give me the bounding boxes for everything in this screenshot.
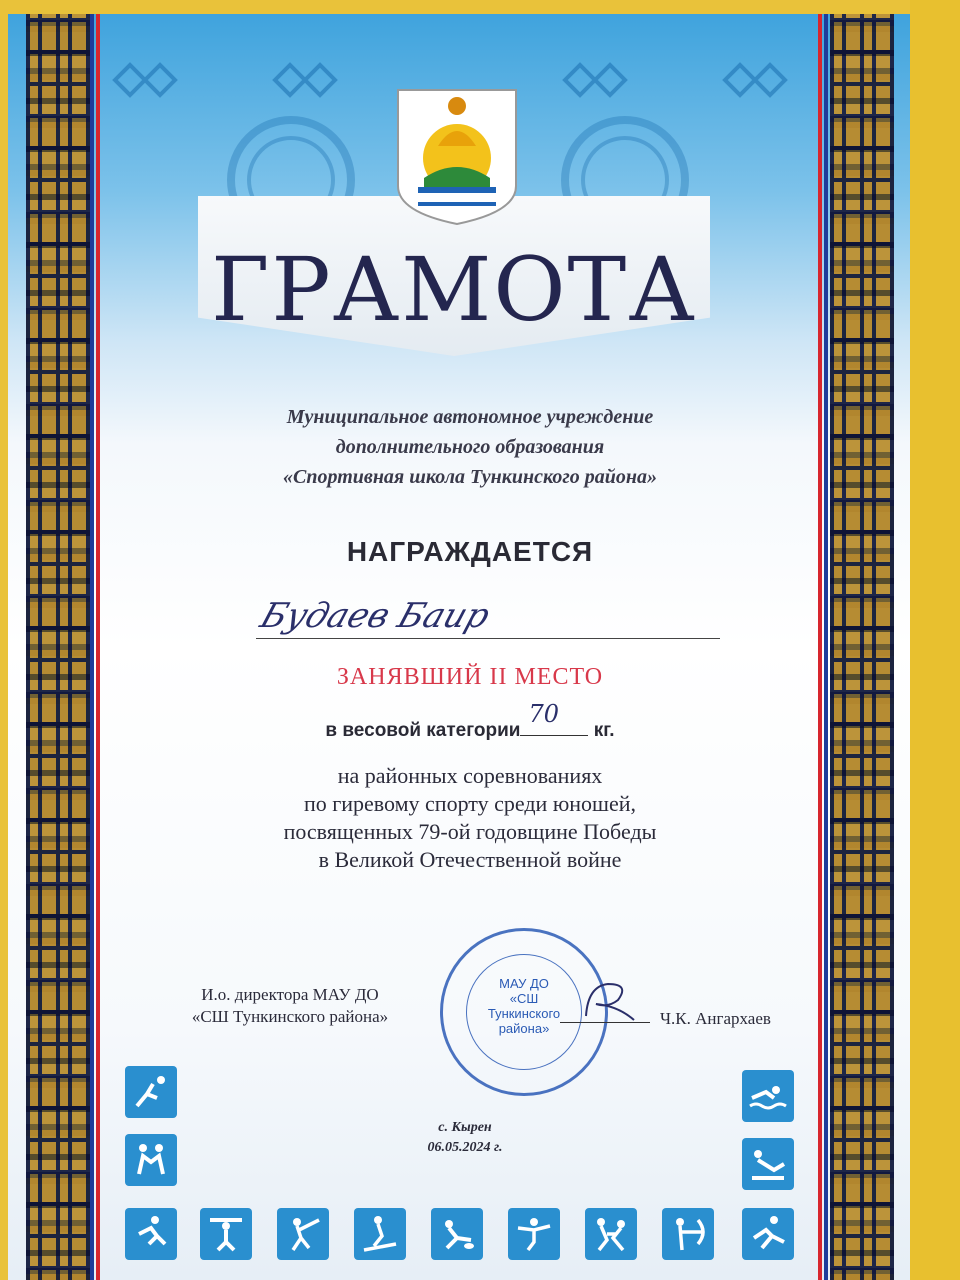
recipient-name-line <box>256 638 720 639</box>
place-and-date <box>400 1118 530 1158</box>
signer-title <box>170 984 410 1028</box>
issue-date: 06.05.2024 г. <box>427 1140 503 1155</box>
description-line: посвященных 79-ой годовщине Победы <box>283 819 657 844</box>
endless-knot-ornament <box>720 60 790 100</box>
right-blue-stripe <box>824 14 828 1280</box>
certificate-title: ГРАМОТА <box>211 238 697 341</box>
competition-description <box>120 762 820 874</box>
sprint-icon <box>742 1208 794 1260</box>
stamp-text-line: района» <box>498 1021 550 1036</box>
description-line: по гиревому спорту среди юношей, <box>303 791 637 816</box>
gymnastics-icon <box>742 1138 794 1190</box>
signature-line <box>560 1022 650 1023</box>
organization-line: «Спортивная школа Тункинского района» <box>283 466 657 488</box>
signer-title-line: «СШ Тункинского района» <box>191 1007 389 1026</box>
description-line: на районных соревнованиях <box>337 763 603 788</box>
weightlifting-icon <box>200 1208 252 1260</box>
location: с. Кырен <box>438 1120 492 1135</box>
left-ornament-border <box>26 14 90 1280</box>
endless-knot-ornament <box>560 60 630 100</box>
figure-skating-icon <box>508 1208 560 1260</box>
stamp-text-line: МАУ ДО <box>499 976 549 991</box>
wrestling-icon <box>125 1134 177 1186</box>
signer-title-line: И.о. директора МАУ ДО <box>201 985 379 1004</box>
stamp-text <box>474 976 574 1036</box>
volleyball-icon <box>125 1066 177 1118</box>
description-line: в Великой Отечественной войне <box>318 847 622 872</box>
left-red-stripe <box>96 14 100 1280</box>
background-edge <box>910 0 960 1280</box>
swimming-icon <box>742 1070 794 1122</box>
endless-knot-ornament <box>270 60 340 100</box>
organization-line: Муниципальное автономное учреждение <box>286 406 654 428</box>
weight-blank <box>520 700 588 736</box>
endless-knot-ornament <box>110 60 180 100</box>
running-icon <box>125 1208 177 1260</box>
left-blue-stripe <box>90 14 94 1280</box>
skiing-icon <box>354 1208 406 1260</box>
organization-line: дополнительного образования <box>335 436 605 458</box>
signature-scrawl <box>578 976 638 1026</box>
weight-value-handwritten: 70 <box>528 700 560 728</box>
archery-icon <box>662 1208 714 1260</box>
weight-prefix: в весовой категории <box>325 720 521 741</box>
recipient-name-handwritten: Будаев Баир <box>255 596 495 636</box>
right-red-stripe <box>818 14 822 1280</box>
stamp-text-line: Тункинского <box>487 1006 561 1021</box>
stamp-text-line: «СШ <box>509 991 539 1006</box>
curling-icon <box>431 1208 483 1260</box>
organization-name <box>120 402 820 492</box>
signer-name: Ч.К. Ангархаев <box>660 1009 771 1028</box>
fencing-icon <box>277 1208 329 1260</box>
weight-category <box>120 700 820 742</box>
awarded-heading: НАГРАЖДАЕТСЯ <box>346 536 594 567</box>
judo-icon <box>585 1208 637 1260</box>
right-ornament-border <box>830 14 894 1280</box>
weight-unit: кг. <box>593 720 615 741</box>
buryatia-coat-of-arms-icon <box>394 86 520 226</box>
place-label: ЗАНЯВШИЙ II МЕСТО <box>336 664 604 690</box>
